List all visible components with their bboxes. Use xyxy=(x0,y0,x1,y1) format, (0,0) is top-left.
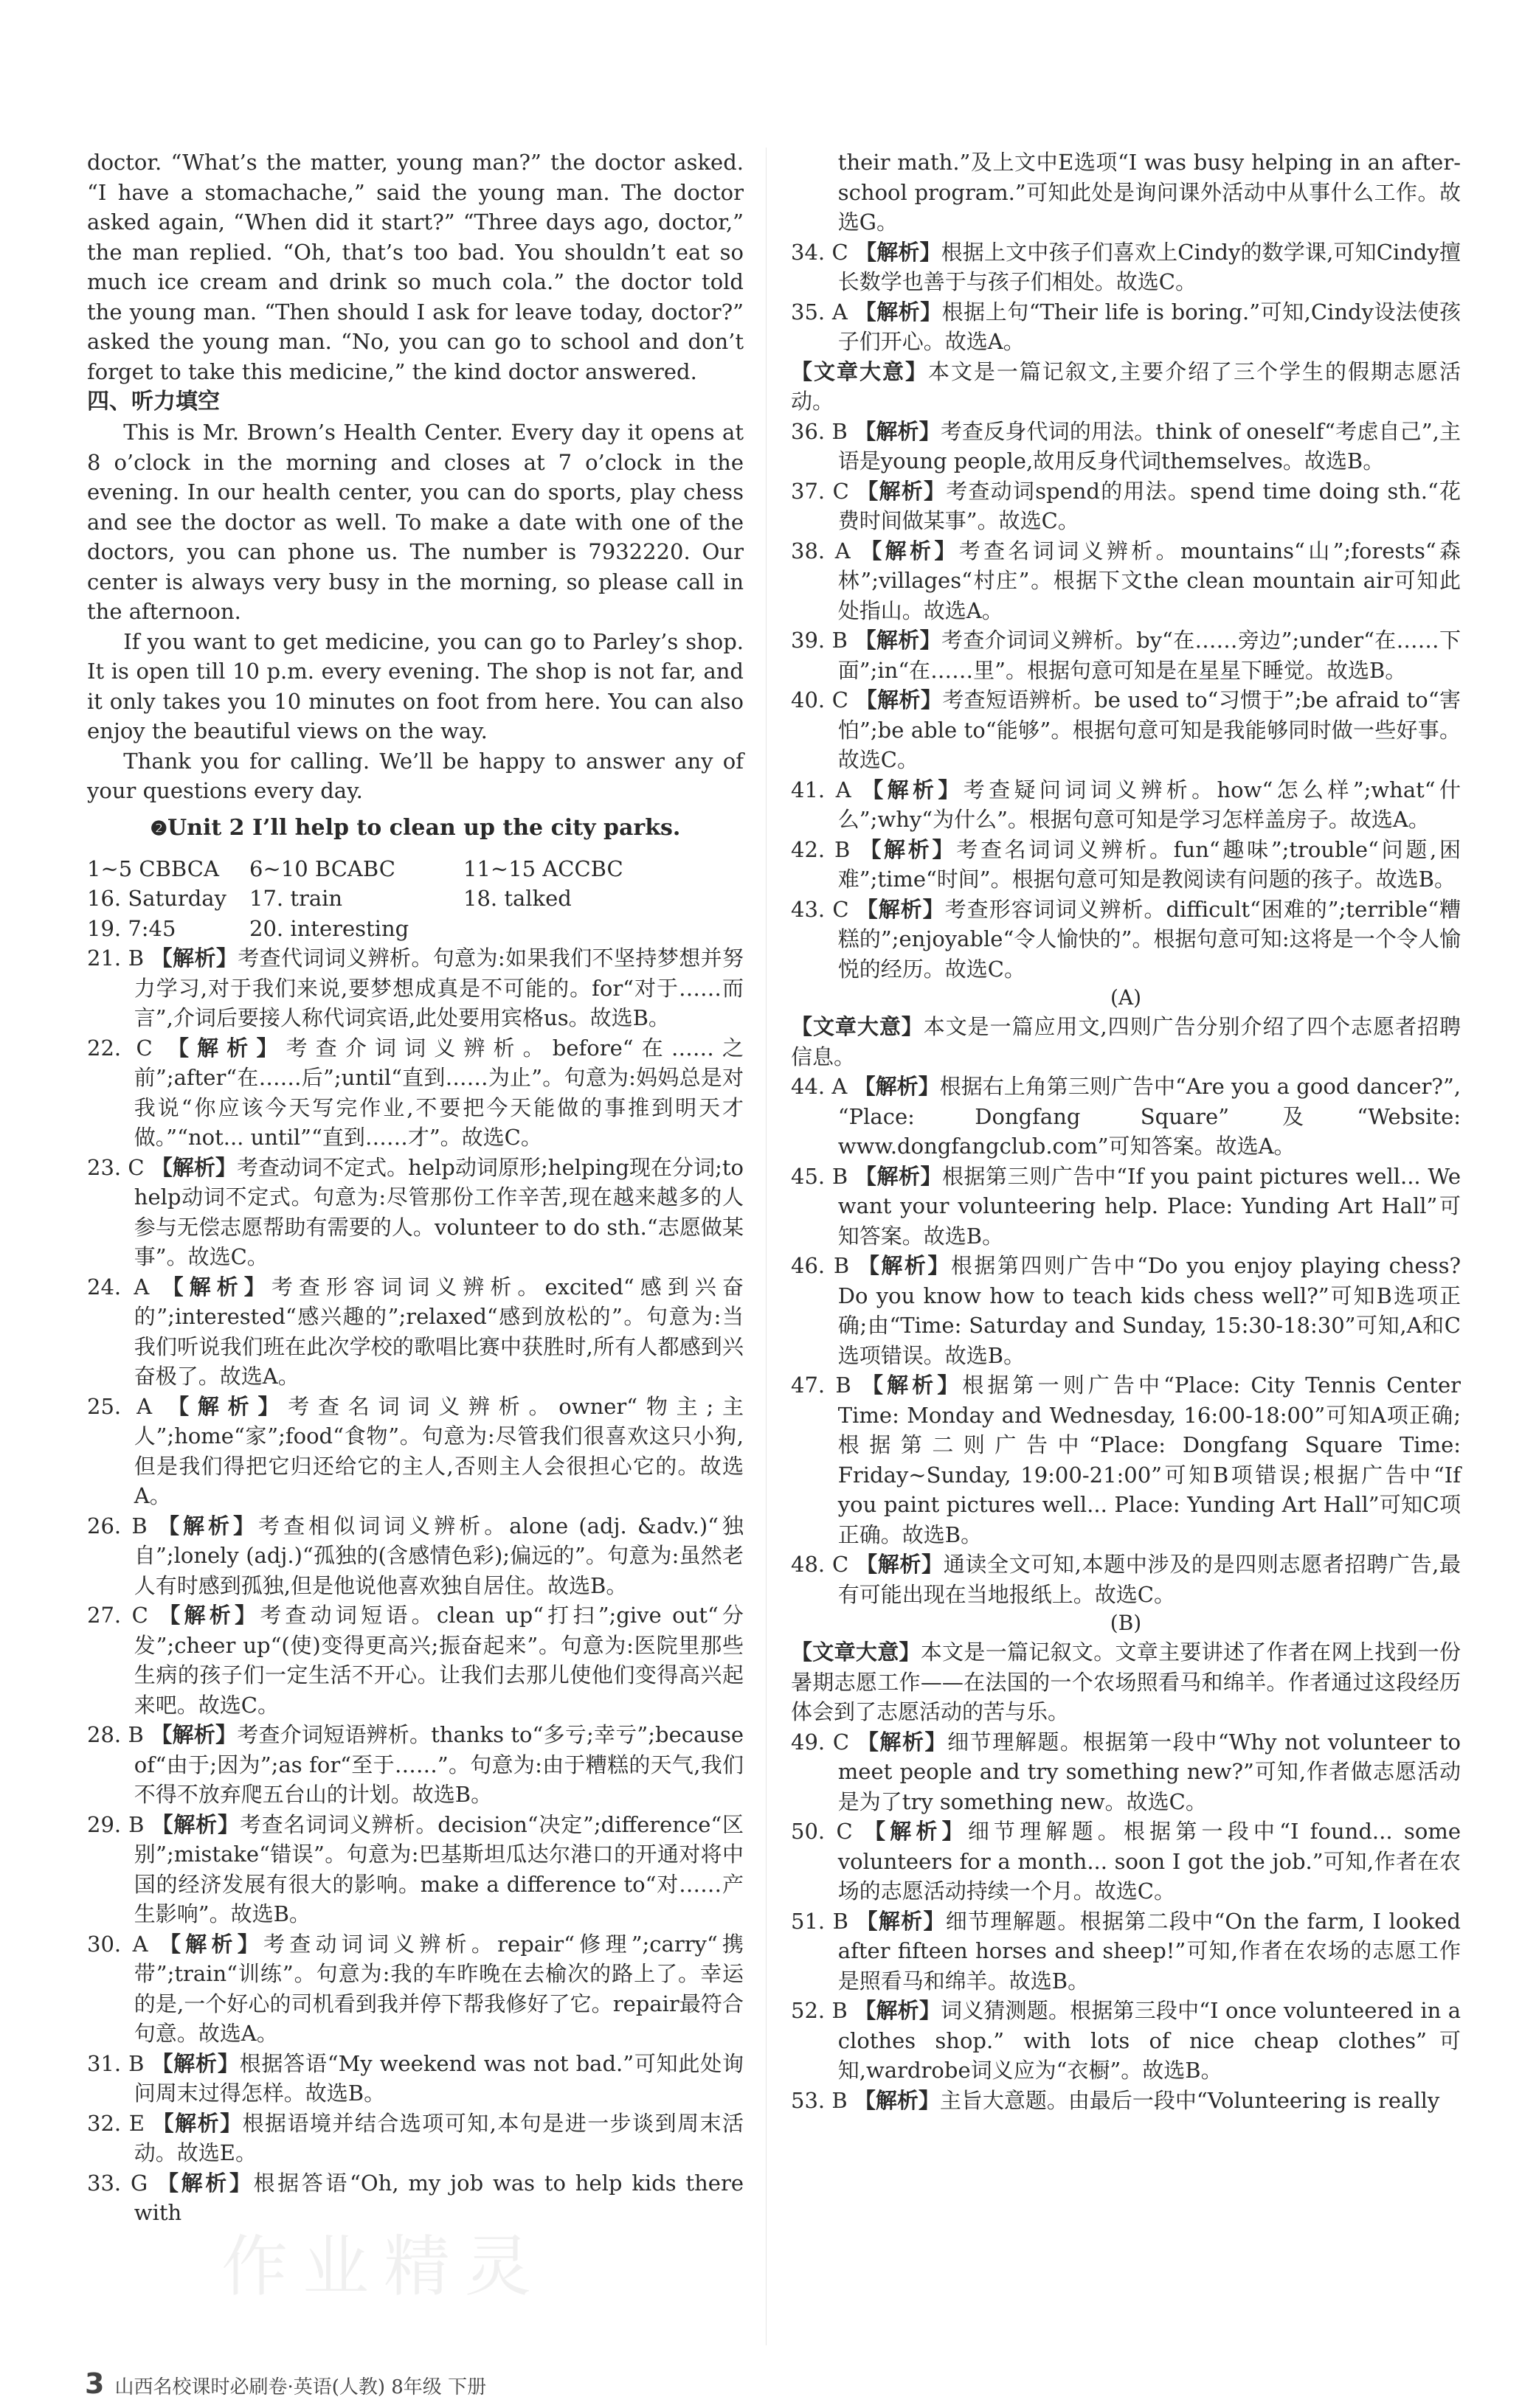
analysis-tag: 【解析】 xyxy=(862,777,964,802)
explanation-item xyxy=(87,1392,744,1511)
explanation-list xyxy=(791,417,1461,985)
analysis-text: 主旨大意题。由最后一段中“Volunteering is really xyxy=(939,2087,1440,2113)
question-answer: 50. C xyxy=(791,1819,853,1844)
question-answer: 46. B xyxy=(791,1253,850,1278)
right-column xyxy=(791,148,1461,2115)
summary-text: 本文是一篇记叙文,主要介绍了三个学生的假期志愿活动。 xyxy=(791,358,1461,414)
unit-number-icon: ❷ xyxy=(150,817,167,840)
explanation-item xyxy=(791,1817,1461,1906)
analysis-tag: 【解析】 xyxy=(854,299,942,325)
analysis-tag: 【解析】 xyxy=(859,836,957,862)
explanation-list xyxy=(791,1727,1461,2116)
summary-tag: 【文章大意】 xyxy=(791,1014,924,1039)
left-column xyxy=(87,148,744,2228)
explanation-item xyxy=(87,1720,744,1810)
analysis-text: 考查相似词词义辨析。alone (adj. &adv.)“独自”;lonely (adj.)“孤独的(含感情色彩);偏远的”。句意为:虽然老人有时感到孤独,但是他说他喜欢独自居住。故选B。 xyxy=(134,1513,744,1598)
explanation-item xyxy=(87,943,744,1033)
analysis-tag: 【解析】 xyxy=(857,478,947,504)
explanation-item xyxy=(791,625,1461,685)
question-answer: 38. A xyxy=(791,538,851,563)
explanation-item xyxy=(791,417,1461,476)
question-answer: 30. A xyxy=(87,1931,148,1957)
question-answer: 29. B xyxy=(87,1811,145,1837)
analysis-tag: 【解析】 xyxy=(854,1074,940,1099)
question-answer: 42. B xyxy=(791,836,851,862)
question-answer: 52. B xyxy=(791,1998,848,2023)
analysis-tag: 【解析】 xyxy=(159,1931,263,1957)
analysis-text: 根据答语“My weekend was not bad.”可知此处询问周末过得怎样。故选B。 xyxy=(134,2050,744,2106)
answer-cell: 17. train xyxy=(249,886,343,911)
explanation-item xyxy=(87,1153,744,1272)
analysis-text: 根据右上角第三则广告中“Are you a good dancer?”, “Place: Dongfang Square”及“Website: www.dongfangclub.com”可知答案。故选A。 xyxy=(837,1074,1461,1159)
question-answer: 32. E xyxy=(87,2110,145,2136)
explanation-item xyxy=(791,1072,1461,1162)
explanation-item xyxy=(87,1033,744,1153)
analysis-tag: 【解析】 xyxy=(854,2087,940,2113)
summary-tag: 【文章大意】 xyxy=(791,1640,921,1665)
analysis-tag: 【解析】 xyxy=(854,1163,943,1189)
analysis-text: 考查名词词义辨析。owner“物主;主人”;home“家”;food“食物”。句意为:尽管我们很喜欢这只小狗,但是我们得把它归还给它的主人,否则主人会很担心它的。故选A。 xyxy=(134,1393,744,1508)
section-label-b: (B) xyxy=(1110,1611,1142,1635)
question-answer: 26. B xyxy=(87,1513,148,1538)
unit-title: Unit 2 I’ll help to clean up the city parks. xyxy=(167,814,681,841)
analysis-tag: 【解析】 xyxy=(854,1998,941,2023)
question-answer: 45. B xyxy=(791,1163,848,1189)
answer-cell xyxy=(463,914,685,944)
question-answer: 21. B xyxy=(87,945,145,971)
analysis-tag: 【解析】 xyxy=(864,1819,968,1844)
analysis-text: 根据第一则广告中“Place: City Tennis Center Time: Monday and Wednesday, 16:00-18:00”可知A项正确;根据第二则广告中“Place: Dongfang Square Time: Friday~Sunday, 19:00-21:00”可知B项错误;根据广告中“If you paint pictures well... Place: Yunding Art Hall”可知C项正确。故选B。 xyxy=(837,1373,1461,1547)
analysis-tag: 【解析】 xyxy=(162,1274,271,1300)
question-answer: 41. A xyxy=(791,777,851,802)
analysis-text: 考查形容词词义辨析。excited“感到兴奋的”;interested“感兴趣的”;relaxed“感到放松的”。句意为:当我们听说我们班在此次学校的歌唱比赛中获胜时,所有人都感到兴奋极了。故选A。 xyxy=(134,1274,744,1389)
column-divider xyxy=(766,148,767,2345)
answer-row xyxy=(87,854,744,884)
analysis-tag: 【解析】 xyxy=(152,2110,243,2136)
analysis-text: 考查动词词义辨析。repair“修理”;carry“携带”;train“训练”。句意为:我的车昨晚在去榆次的路上了。幸运的是,一个好心的司机看到我并停下帮我修好了它。repair最符合句意。故选A。 xyxy=(134,1931,744,2046)
analysis-text: 根据语境并结合选项可知,本句是进一步谈到周末活动。故选E。 xyxy=(134,2110,744,2165)
analysis-text: 根据第四则广告中“Do you enjoy playing chess? Do you know how to teach kids chess well?”可知B选项正确;由“Time: Saturday and Sunday, 15:30-18:30”可知,A和C选项错误。故选B。 xyxy=(837,1253,1461,1368)
question-answer: 24. A xyxy=(87,1274,150,1300)
analysis-text: 考查动词短语。clean up“打扫”;give out“分发”;cheer up“(使)变得更高兴;振奋起来”。句意为:医院里那些生病的孩子们一定生活不开心。让我们去那儿使他们变得高兴起来吧。故选C。 xyxy=(134,1603,744,1718)
answer-row xyxy=(87,914,744,944)
explanation-item xyxy=(87,2049,744,2109)
analysis-tag: 【解析】 xyxy=(167,1035,286,1061)
question-answer: 51. B xyxy=(791,1908,848,1934)
explanation-item xyxy=(791,775,1461,835)
answer-cell: 16. Saturday xyxy=(87,886,226,911)
summary-text: 本文是一篇记叙文。文章主要讲述了作者在网上找到一份暑期志愿工作——在法国的一个农场照看马和绵羊。作者通过这段经历体会到了志愿活动的苦与乐。 xyxy=(791,1640,1461,1724)
explanation-item xyxy=(791,835,1461,895)
explanation-item xyxy=(87,1272,744,1392)
explanation-list xyxy=(791,237,1461,357)
question-answer: 23. C xyxy=(87,1154,145,1180)
question-answer: 34. C xyxy=(791,239,848,265)
analysis-tag: 【解析】 xyxy=(159,1603,260,1628)
analysis-tag: 【解析】 xyxy=(856,1908,946,1934)
analysis-tag: 【解析】 xyxy=(862,1373,963,1398)
question-answer: 36. B xyxy=(791,418,848,444)
explanation-item xyxy=(791,2086,1461,2116)
answer-row xyxy=(87,884,744,914)
explanation-item xyxy=(87,2109,744,2168)
answer-cell: 1~5 CBBCA xyxy=(87,856,219,881)
analysis-tag: 【解析】 xyxy=(857,1729,948,1755)
analysis-tag: 【解析】 xyxy=(151,2050,240,2076)
explanation-list xyxy=(791,1072,1461,1609)
analysis-tag: 【解析】 xyxy=(854,418,941,444)
analysis-text: 考查反身代词的用法。think of oneself“考虑自己”,主语是young people,故用反身代词themselves。故选B。 xyxy=(837,418,1461,473)
explanation-item xyxy=(87,1929,744,2049)
section-heading-listening: 四、听力填空 xyxy=(87,389,220,414)
question-answer: 28. B xyxy=(87,1722,144,1747)
analysis-text: 考查疑问词词义辨析。how“怎么样”;what“什么”;why“为什么”。根据句意可知是学习怎样盖房子。故选A。 xyxy=(837,777,1461,832)
analysis-text: 考查介词短语辨析。thanks to“多亏;幸亏”;because of“由于;因为”;as for“至于……”。句意为:由于糟糕的天气,我们不得不放弃爬五台山的计划。故选B。 xyxy=(134,1722,744,1807)
analysis-text: 考查形容词词义辨析。difficult“困难的”;terrible“糟糕的”;enjoyable“令人愉快的”。根据句意可知:这将是一个令人愉悦的经历。故选C。 xyxy=(837,896,1461,982)
analysis-text: 根据第三则广告中“If you paint pictures well... We want your volunteering help. Place: Yunding Art Hall”可知答案。故选B。 xyxy=(837,1163,1461,1249)
analysis-text: 考查介词词义辨析。before“在……之前”;after“在……后”;until“直到……为止”。句意为:妈妈总是对我说“你应该今天写完作业,不要把今天能做的事推到明天才做。”“not... until”“直到……才”。故选C。 xyxy=(134,1035,744,1150)
analysis-text: 考查介词词义辨析。by“在……旁边”;under“在……下面”;in“在……里”。根据句意可知是在星星下睡觉。故选B。 xyxy=(837,628,1461,683)
answer-cell: 11~15 ACCBC xyxy=(463,856,623,881)
analysis-text: 根据上句“Their life is boring.”可知,Cindy设法使孩子们开心。故选A。 xyxy=(837,299,1462,354)
question-answer: 53. B xyxy=(791,2087,848,2113)
question-answer: 44. A xyxy=(791,1074,848,1099)
analysis-text: 根据上文中孩子们喜欢上Cindy的数学课,可知Cindy擅长数学也善于与孩子们相处。故选C。 xyxy=(837,239,1461,294)
answer-cell: 18. talked xyxy=(463,886,572,911)
analysis-text: 考查名词词义辨析。fun“趣味”;trouble“问题,困难”;time“时间”。根据句意可知是教阅读有问题的孩子。故选B。 xyxy=(837,836,1461,892)
analysis-tag: 【解析】 xyxy=(856,896,945,922)
answer-cell: 20. interesting xyxy=(249,915,409,941)
listening-paragraph: If you want to get medicine, you can go to Parley’s shop. It is open till 10 p.m. every evening. The shop is not far, and it only takes you 10 minutes on foot from here. You can also enjoy the beautiful views on the way. xyxy=(87,628,744,743)
summary-text: 本文是一篇应用文,四则广告分别介绍了四个志愿者招聘信息。 xyxy=(791,1014,1461,1069)
watermark: 作业精灵 xyxy=(221,2228,546,2305)
page-footer xyxy=(85,2367,486,2400)
analysis-tag: 【解析】 xyxy=(855,687,943,712)
analysis-tag: 【解析】 xyxy=(157,1513,259,1538)
page-number: 3 xyxy=(85,2367,105,2400)
explanation-continuation: their math.”及上文中E选项“I was busy helping in an after-school program.”可知此处是询问课外活动中从事什么工作。故选G。 xyxy=(837,150,1461,235)
article-summary xyxy=(791,357,1461,417)
answer-cell: 6~10 BCABC xyxy=(249,856,395,881)
question-answer: 27. C xyxy=(87,1603,148,1628)
answer-cell: 19. 7:45 xyxy=(87,915,176,941)
analysis-tag: 【解析】 xyxy=(167,1393,288,1419)
question-answer: 37. C xyxy=(791,478,849,504)
analysis-text: 细节理解题。根据第一段中“Why not volunteer to meet people and try something new?”可知,作者做志愿活动是为了try something new。故选C。 xyxy=(837,1729,1462,1814)
article-summary xyxy=(791,1012,1461,1072)
explanation-item xyxy=(791,1370,1461,1550)
analysis-tag: 【解析】 xyxy=(857,1253,951,1278)
explanation-item xyxy=(791,1251,1461,1370)
listening-paragraph: This is Mr. Brown’s Health Center. Every day it opens at 8 o’clock in the morning and closes at 7 o’clock in the evening. In our health center, you can do sports, play chess and see the doctor as well. To make a date with one of the doctors, you can phone us. The number is 7932220. Our center is always very busy in the morning, so please call in the afternoon. xyxy=(87,420,744,624)
question-answer: 33. G xyxy=(87,2170,148,2196)
section-label-a: (A) xyxy=(1110,985,1142,1010)
analysis-tag: 【解析】 xyxy=(855,239,941,265)
explanation-item xyxy=(791,1727,1461,1817)
explanation-item xyxy=(87,1810,744,1929)
explanation-list xyxy=(87,943,744,2228)
analysis-text: 细节理解题。根据第二段中“On the farm, I looked after fifteen horses and sheep!”可知,作者在农场的志愿工作是照看马和绵羊。故选B。 xyxy=(837,1908,1461,1994)
analysis-tag: 【解析】 xyxy=(151,1811,240,1837)
explanation-item xyxy=(791,685,1461,775)
analysis-tag: 【解析】 xyxy=(854,628,941,653)
analysis-tag: 【解析】 xyxy=(151,1154,237,1180)
analysis-text: 考查动词spend的用法。spend time doing sth.“花费时间做某事”。故选C。 xyxy=(837,478,1461,533)
analysis-text: 考查名词词义辨析。mountains“山”;forests“森林”;villages“村庄”。根据下文the clean mountain air可知此处指山。故选A。 xyxy=(837,538,1462,623)
explanation-item xyxy=(791,1550,1461,1609)
explanation-item xyxy=(791,895,1461,985)
question-answer: 22. C xyxy=(87,1035,153,1061)
analysis-tag: 【解析】 xyxy=(151,1722,238,1747)
explanation-item xyxy=(791,1996,1461,2086)
analysis-tag: 【解析】 xyxy=(157,2170,254,2196)
question-answer: 48. C xyxy=(791,1552,849,1577)
explanation-item xyxy=(791,1162,1461,1252)
analysis-tag: 【解析】 xyxy=(151,945,238,971)
question-answer: 43. C xyxy=(791,896,849,922)
question-answer: 39. B xyxy=(791,628,848,653)
summary-tag: 【文章大意】 xyxy=(791,358,928,384)
analysis-text: 词义猜测题。根据第三段中“I once volunteered in a clothes shop.” with lots of nice cheap clothes”可知,wardrobe词义应为“衣橱”。故选B。 xyxy=(837,1998,1461,2083)
analysis-text: 考查短语辨析。be used to“习惯于”;be afraid to“害怕”;be able to“能够”。根据句意可知是我能够同时做一些好事。故选C。 xyxy=(837,687,1462,772)
footer-text: 山西名校课时必刷卷·英语(人教) 8年级 下册 xyxy=(114,2376,487,2398)
analysis-text: 通读全文可知,本题中涉及的是四则志愿者招聘广告,最有可能出现在当地报纸上。故选C。 xyxy=(837,1552,1461,1607)
explanation-item xyxy=(791,297,1461,357)
listening-text-end: doctor. “What’s the matter, young man?” the doctor asked. “I have a stomachache,” said the young man. The doctor asked again, “When did it start?” “Three days ago, doctor,” the man replied. “Oh, that’s too bad. You shouldn’t eat so much ice cream and drink so much cola.” the doctor told the young man. “Then should I ask for leave today, doctor?” asked the young man. “No, you can go to school and don’t forget to take this medicine,” the kind doctor answered. xyxy=(87,150,744,384)
explanation-item xyxy=(791,476,1461,536)
explanation-item xyxy=(791,1906,1461,1996)
analysis-text: 考查动词不定式。help动词原形;helping现在分词;to help动词不定式。句意为:尽管那份工作辛苦,现在越来越多的人参与无偿志愿帮助有需要的人。volunteer to do sth.“志愿做某事”。故选C。 xyxy=(134,1154,744,1269)
analysis-text: 根据答语“Oh, my job was to help kids there with xyxy=(134,2170,744,2225)
analysis-text: 考查代词词义辨析。句意为:如果我们不坚持梦想并努力学习,对于我们来说,要梦想成真是不可能的。for“对于……而言”,介词后要接人称代词宾语,此处要用宾格us。故选B。 xyxy=(134,945,744,1030)
analysis-text: 考查名词词义辨析。decision“决定”;difference“区别”;mistake“错误”。句意为:巴基斯坦瓜达尔港口的开通对将中国的经济发展有很大的影响。make a difference to“对……产生影响”。故选B。 xyxy=(134,1811,744,1926)
analysis-text: 细节理解题。根据第一段中“I found... some volunteers for a month... soon I got the job.”可知,作者在农场的志愿活动持续一个月。故选C。 xyxy=(837,1819,1461,1904)
article-summary xyxy=(791,1637,1461,1727)
question-answer: 35. A xyxy=(791,299,848,325)
explanation-item xyxy=(791,237,1461,297)
analysis-tag: 【解析】 xyxy=(856,1552,944,1577)
explanation-item xyxy=(87,1511,744,1601)
question-answer: 40. C xyxy=(791,687,848,712)
explanation-item xyxy=(791,536,1461,626)
unit-heading xyxy=(87,812,744,845)
explanation-item xyxy=(87,1600,744,1720)
question-answer: 25. A xyxy=(87,1393,153,1419)
analysis-tag: 【解析】 xyxy=(860,538,959,563)
listening-paragraph: Thank you for calling. We’ll be happy to answer any of your questions every day. xyxy=(87,748,744,803)
question-answer: 31. B xyxy=(87,2050,145,2076)
question-answer: 49. C xyxy=(791,1729,850,1755)
question-answer: 47. B xyxy=(791,1373,851,1398)
